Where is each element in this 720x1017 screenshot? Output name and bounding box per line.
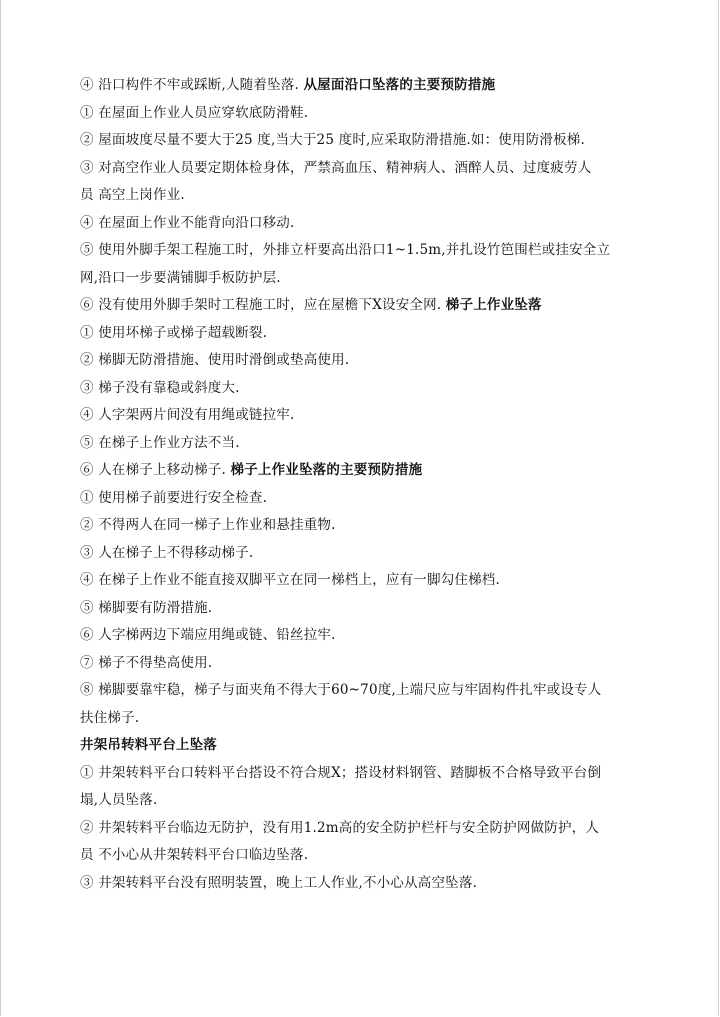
text-line: ① 使用梯子前要进行安全检查. [80, 489, 268, 506]
text-line: ② 井架转料平台临边无防护，没有用1.2m高的安全防护栏杆与安全防护网做防护，人 [80, 819, 600, 836]
text-line: ① 井架转料平台口转料平台搭设不符合规X；搭设材料钢管、踏脚板不合格导致平台倒 [80, 764, 602, 781]
text-line: ② 不得两人在同一梯子上作业和悬挂重物. [80, 517, 336, 533]
text-line: ④ 在屋面上作业不能背向沿口移动. [80, 214, 295, 231]
text-line: 员 高空上岗作业. [80, 187, 185, 203]
text-line: ⑥ 人在梯子上移动梯子. 梯子上作业坠落的主要预防措施 [80, 462, 423, 478]
text-line: ⑥ 没有使用外脚手架时工程施工时，应在屋檐下X设安全网. 梯子上作业坠落 [80, 297, 542, 313]
text-line: ③ 井架转料平台没有照明装置，晚上工人作业,不小心从高空坠落. [80, 874, 478, 891]
text-line: ⑦ 梯子不得垫高使用. [80, 654, 213, 671]
text-line: ④ 人字架两片间没有用绳或链拉牢. [80, 407, 295, 423]
text-line: ⑥ 人字梯两边下端应用绳或链、铅丝拉牢. [80, 627, 336, 643]
text-line: 塌,人员坠落. [80, 792, 158, 808]
text-line: ④ 沿口构件不牢或踩断,人随着坠落. 从屋面沿口坠落的主要预防措施 [80, 77, 496, 93]
text-line: ③ 人在梯子上不得移动梯子. [80, 544, 254, 561]
document-body [80, 72, 640, 897]
section-heading-ladder-falls: 梯子上作业坠落 [445, 297, 542, 313]
text-line: ⑤ 在梯子上作业方法不当. [80, 434, 240, 451]
text-line: ① 在屋面上作业人员应穿软底防滑鞋. [80, 104, 309, 121]
text-line: 员 不小心从井架转料平台口临边坠落. [80, 847, 309, 863]
text-line: 扶住梯子. [80, 709, 140, 726]
section-heading-ladder-prevention: 梯子上作业坠落的主要预防措施 [230, 462, 423, 478]
section-heading-roof-edge-prevention: 从屋面沿口坠落的主要预防措施 [303, 77, 496, 93]
text-line: ④ 在梯子上作业不能直接双脚平立在同一梯档上，应有一脚勾住梯档. [80, 572, 500, 588]
text-line: ⑧ 梯脚要靠牢稳，梯子与面夹角不得大于60~70度,上端尺应与牢固构件扎牢或设专人 [80, 682, 602, 698]
text-line: ⑤ 使用外脚手架工程施工时，外排立杆要高出沿口1~1.5m,并扎设竹笆围栏或挂安全立 [80, 242, 611, 258]
text-line: ③ 梯子没有靠稳或斜度大. [80, 379, 240, 396]
section-heading-platform-falls: 井架吊转料平台上坠落 [80, 737, 217, 753]
text-line: ⑤ 梯脚要有防滑措施. [80, 599, 213, 616]
text-line: ③ 对高空作业人员要定期体检身体，严禁高血压、精神病人、酒醉人员、过度疲劳人 [80, 159, 592, 176]
text-line: ② 屋面坡度尽量不要大于25 度,当大于25 度时,应采取防滑措施.如：使用防滑板梯. [80, 132, 585, 148]
text-line: ② 梯脚无防滑措施、使用时滑倒或垫高使用. [80, 352, 350, 368]
text-line: 网,沿口一步要满铺脚手板防护层. [80, 269, 281, 286]
text-line: ① 使用坏梯子或梯子超载断裂. [80, 324, 268, 341]
